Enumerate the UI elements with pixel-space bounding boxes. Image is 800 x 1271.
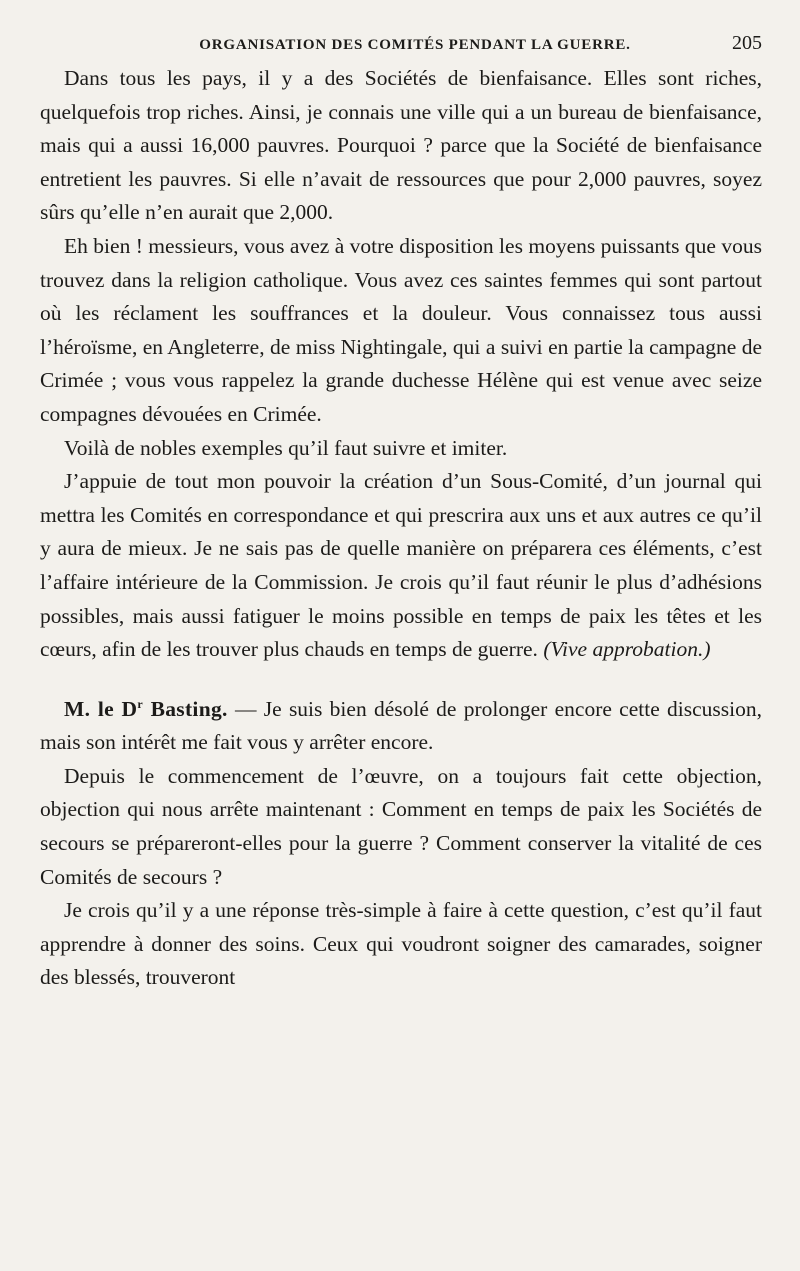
paragraph-bienfaisance: Dans tous les pays, il y a des Sociétés de bienfaisance. Elles sont riches, quelquefois trop riches. Ainsi, je connais une ville qui a un bureau de bienfaisance, mais qui a aussi 16,000 pauvres. Pourquoi ? parce que la Société de bienfaisance entretient les pauvres. Si elle n’avait de ressources que pour 2,000 pauvres, soyez sûrs qu’elle n’en aurait que 2,000. (40, 66, 762, 225)
speaker-sup: r (137, 696, 144, 711)
speaker-surname: Basting. (150, 696, 228, 721)
speech-dash: — (234, 696, 257, 721)
paragraph-nobles-exemples: Voilà de nobles exemples qu’il faut suivre et imiter. (64, 435, 508, 460)
running-header (40, 32, 762, 58)
running-title: ORGANISATION DES COMITÉS PENDANT LA GUERRE. (199, 37, 631, 53)
paragraph-sous-comite (40, 465, 762, 667)
speaker-title (64, 697, 143, 721)
approbation-note: (Vive approbation.) (543, 637, 711, 662)
speaker-prefix: M. le D (64, 696, 138, 721)
page-number: 205 (732, 32, 762, 54)
paragraph-sous-comite-text: J’appuie de tout mon pouvoir la création d’un Sous-Comité, d’un journal qui mettra les Comités en correspondance et qui prescrira aux uns et aux autres ce qu’il y aura de mieux. Je ne sais pas de quelle manière on préparera ces éléments, c’est l’affaire intérieure de la Commission. Je crois qu’il faut réunir le plus d’adhésions possibles, mais aussi fatiguer le moins possible en temps de paix les têtes et les cœurs, afin de les trouver plus chauds en temps de guerre. (40, 469, 762, 662)
paragraph-reponse: Je crois qu’il y a une réponse très-simple à faire à cette question, c’est qu’il faut apprendre à donner des soins. Ceux qui voudront soigner des camarades, soigner des blessés, trouveront (40, 898, 762, 990)
speech-opening-text: Je suis bien désolé de prolonger encore cette discussion, mais son intérêt me fait vous y arrêter encore. (40, 696, 763, 755)
speech-opening (40, 693, 762, 760)
paragraph-religion: Eh bien ! messieurs, vous avez à votre disposition les moyens puissants que vous trouvez dans la religion catholique. Vous avez ces saintes femmes qui sont partout où les réclament les souffrances et la douleur. Vous connaissez tous aussi l’héroïsme, en Angleterre, de miss Nightingale, qui a suivi en partie la campagne de Crimée ; vous vous rappelez la grande duchesse Hélène qui est venue avec seize compagnes dévouées en Crimée. (40, 233, 762, 426)
body-text (40, 62, 762, 995)
paragraph-objection: Depuis le commencement de l’œuvre, on a toujours fait cette objection, objection qui nous arrête maintenant : Comment en temps de paix les Sociétés de secours se prépareront-elles pour la guerre ? Comment conserver la vitalité de ces Comités de secours ? (40, 763, 762, 889)
speaker-name (64, 697, 228, 721)
